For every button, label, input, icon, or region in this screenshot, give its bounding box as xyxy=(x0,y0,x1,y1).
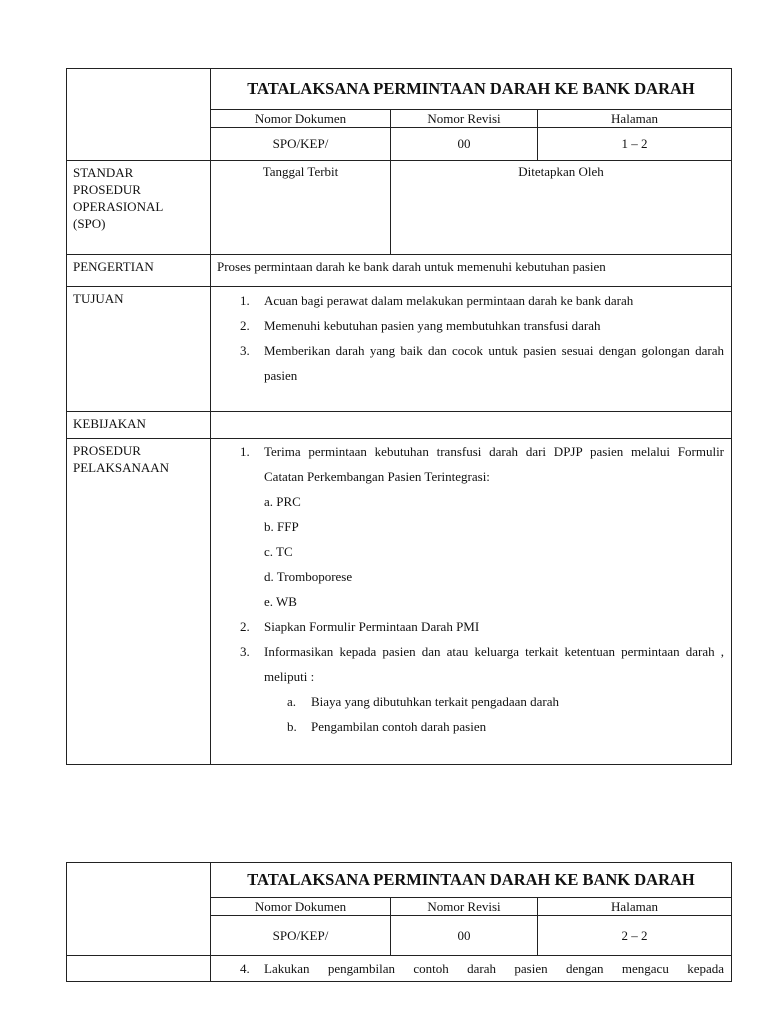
product-item: d. Tromboporese xyxy=(264,569,353,584)
list-item-text: Pengambilan contoh darah pasien xyxy=(311,719,487,734)
tanggal-terbit-cell xyxy=(211,161,391,255)
tanggal-terbit-label: Tanggal Terbit xyxy=(262,164,339,179)
list-number: 4. xyxy=(240,961,250,976)
list-number: a. xyxy=(287,694,297,709)
standar-label-text: STANDAR PROSEDUR OPERASIONAL (SPO) xyxy=(73,165,163,231)
list-number: 3. xyxy=(240,343,250,358)
pengertian-text: Proses permintaan darah ke bank darah untuk memenuhi kebutuhan pasien xyxy=(211,255,732,287)
list-item-text: Siapkan Formulir Permintaan Darah PMI xyxy=(264,619,480,634)
list-item xyxy=(211,313,731,338)
tujuan-content xyxy=(211,287,732,412)
page-value: 2 – 2 xyxy=(538,916,732,956)
product-item: b. FFP xyxy=(264,519,299,534)
list-item xyxy=(211,956,731,981)
doc-number-value: SPO/KEP/ xyxy=(211,916,391,956)
list-item-text: Informasikan kepada pasien dan atau keluarga terkait ketentuan permintaan darah , meliputi : xyxy=(264,644,725,684)
kebijakan-content xyxy=(211,412,732,439)
list-number: 2. xyxy=(240,619,250,634)
revision-header: Nomor Revisi xyxy=(391,110,538,128)
list-number: b. xyxy=(287,719,297,734)
list-item-text: Biaya yang dibutuhkan terkait pengadaan darah xyxy=(311,694,559,709)
product-item: a. PRC xyxy=(264,494,301,509)
page-value: 1 – 2 xyxy=(538,128,732,161)
product-item: e. WB xyxy=(264,594,297,609)
kebijakan-label: KEBIJAKAN xyxy=(67,412,211,439)
list-item xyxy=(211,614,731,639)
revision-value: 00 xyxy=(391,916,538,956)
sub-list-item xyxy=(211,714,731,739)
ditetapkan-oleh-cell xyxy=(391,161,732,255)
prosedur-list xyxy=(211,439,731,489)
prosedur-label-cell xyxy=(67,439,211,765)
spo-table-page-1 xyxy=(66,68,732,765)
list-item xyxy=(211,639,731,689)
list-item xyxy=(211,439,731,489)
list-item-text: Lakukan pengambilan contoh darah pasien dengan mengacu kepada xyxy=(264,961,725,976)
page-header: Halaman xyxy=(538,110,732,128)
sub-list-item xyxy=(211,689,731,714)
standar-label xyxy=(67,161,211,255)
list-item-text: Acuan bagi perawat dalam melakukan permintaan darah ke bank darah xyxy=(264,293,634,308)
document-title: TATALAKSANA PERMINTAAN DARAH KE BANK DARAH xyxy=(211,69,732,110)
doc-number-header: Nomor Dokumen xyxy=(211,898,391,916)
spo-page-1 xyxy=(66,68,731,765)
document-title: TATALAKSANA PERMINTAAN DARAH KE BANK DARAH xyxy=(211,863,732,898)
list-number: 2. xyxy=(240,318,250,333)
list-item-text: Memenuhi kebutuhan pasien yang membutuhkan transfusi darah xyxy=(264,318,601,333)
logo-cell xyxy=(67,863,211,956)
spo-page-2 xyxy=(66,862,731,982)
list-number: 3. xyxy=(240,644,250,659)
ditetapkan-oleh-label: Ditetapkan Oleh xyxy=(518,164,604,179)
prosedur-label: PROSEDUR PELAKSANAAN xyxy=(73,443,170,475)
list-item-text: Terima permintaan kebutuhan transfusi darah dari DPJP pasien melalui Formulir Catatan Perkembangan Pasien Terintegrasi: xyxy=(264,444,725,484)
logo-cell xyxy=(67,69,211,161)
empty-label-cell xyxy=(67,956,211,982)
tujuan-list xyxy=(211,288,731,388)
product-item: c. TC xyxy=(264,544,293,559)
revision-header: Nomor Revisi xyxy=(391,898,538,916)
doc-number-value: SPO/KEP/ xyxy=(211,128,391,161)
spo-table-page-2 xyxy=(66,862,732,982)
tujuan-label: TUJUAN xyxy=(67,287,211,412)
prosedur-continued xyxy=(211,956,732,982)
prosedur-list-cont xyxy=(211,614,731,689)
doc-number-header: Nomor Dokumen xyxy=(211,110,391,128)
revision-value: 00 xyxy=(391,128,538,161)
pengertian-label: PENGERTIAN xyxy=(67,255,211,287)
list-number: 1. xyxy=(240,293,250,308)
prosedur-content xyxy=(211,439,732,765)
list-item xyxy=(211,338,731,388)
prosedur-list-page2 xyxy=(211,956,731,981)
list-item-text: Memberikan darah yang baik dan cocok untuk pasien sesuai dengan golongan darah pasien xyxy=(264,343,725,383)
list-item xyxy=(211,288,731,313)
page-header: Halaman xyxy=(538,898,732,916)
list-number: 1. xyxy=(240,444,250,459)
